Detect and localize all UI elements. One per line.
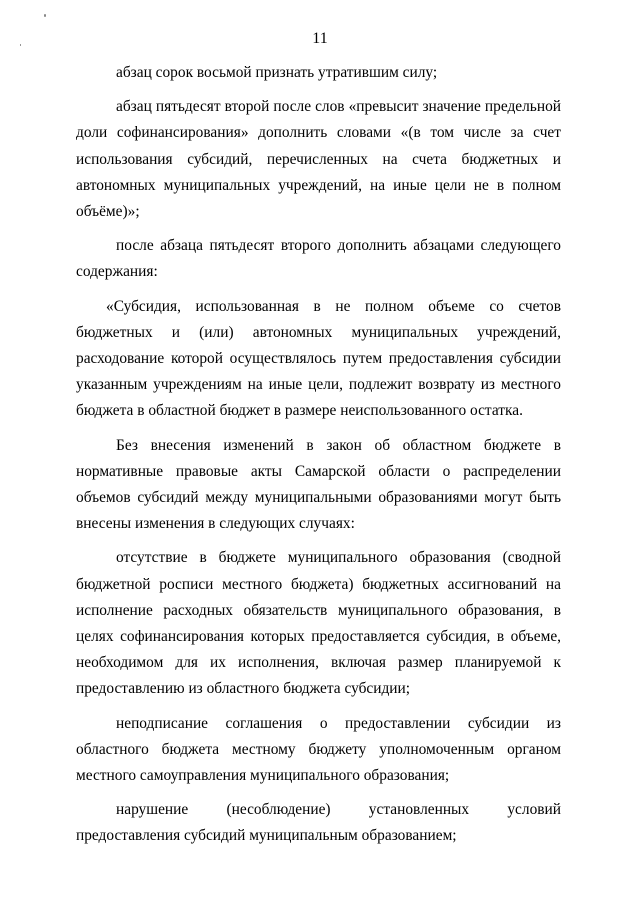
paragraph-8: нарушение (несоблюдение) установленных условий предоставления субсидий муниципальным образованием; — [76, 801, 561, 845]
paragraph-3: после абзаца пятьдесят второго дополнить абзацами следующего содержания: — [76, 237, 561, 281]
paragraph-7: неподписание соглашения о предоставлении субсидии из областного бюджета местному бюджету уполномоченным органом местного самоуправления муниципального образования; — [76, 714, 561, 785]
paragraph-5: Без внесения изменений в закон об областном бюджете в нормативные правовые акты Самарской области о распределении объемов субсидий между муниципальными образованиями могут быть внесены изменения в следующих случаях: — [76, 436, 561, 533]
scan-speck — [44, 14, 46, 17]
paragraph-1: абзац сорок восьмой признать утратившим силу; — [116, 64, 438, 81]
paragraph-6: отсутствие в бюджете муниципального образования (сводной бюджетной росписи местного бюджета) бюджетных ассигнований на исполнение расходных обязательств муниципального образования, в целях софинансирования которых предоставляется субсидия, в объеме, необходимом для их исполнения, включая размер планируемой к предоставлению из областного бюджета субсидии; — [76, 549, 561, 698]
document-body — [76, 60, 561, 850]
paragraph-2: абзац пятьдесят второй после слов «превысит значение предельной доли софинансирования» дополнить словами «(в том числе за счет использования субсидий, перечисленных на счета бюджетных и автономных муниципальных учреждений, на иные цели не в полном объёме)»; — [76, 98, 561, 221]
page-number: 11 — [312, 30, 328, 47]
paragraph-4: «Субсидия, использованная в не полном объеме со счетов бюджетных и (или) автономных муниципальных учреждений, расходование которой осуществлялось путем предоставления субсидии указанным учреждениям на иные цели, подлежит возврату из местного бюджета в областной бюджет в размере неиспользованного остатка. — [76, 297, 561, 420]
